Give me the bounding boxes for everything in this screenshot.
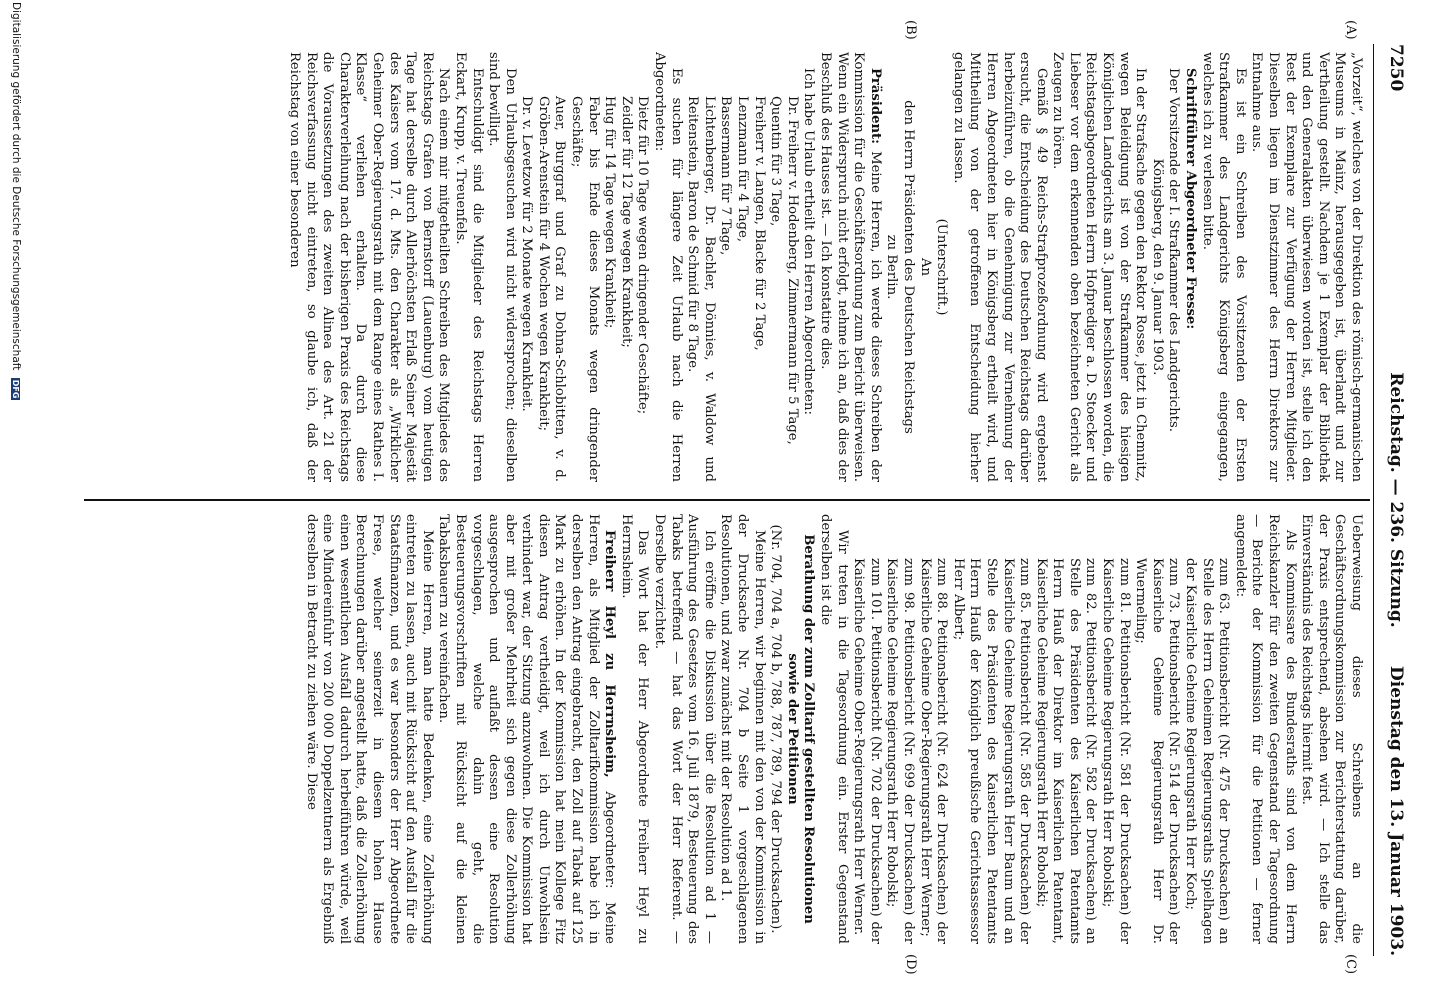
letter-paragraph: In der Strafsache gegen den Rektor Rosse, jetzt in Chemnitz, wegen Beleidigung ist von der Strafkammer des hiesigen Königlichen Landgerichts am 3. Januar beschlossen worden, die Reichstagsabgeordneten Herrn Hofprediger a. D. Stoecker und Liebeser vor dem erkennenden oben bezeichneten Gericht als Zeugen zu hören. [1050, 52, 1149, 482]
speech-paragraph: Freiherr Heyl zu Herrnsheim, Abgeordneter: Meine Herren, als Mitglied der Zolltarifkommission habe ich in derselben den Antrag eingebracht, den Zoll auf Tabak auf 125 Mark zu erhöhen. In der Kommission hat mein Kollege Fitz diesen Antrag vertheidigt, weil ich durch Unwohlsein verhindert war, der Sitzung anzuwohnen. Die Kommission hat aber mit großer Mehrheit sich gegen diese Zollerhöhung ausgesprochen und auflaßt dessen eine Resolution vorgeschlagen, welche dahin geht, die Besteuerungsvorschriften mit Rücksicht auf die kleinen Tabaksbauern zu vereinfachen. [436, 514, 618, 944]
petition-item: zum 63. Petitionsbericht (Nr. 475 der Drucksachen) an Stelle des Herrn Geheimen Regierungsraths Spielhagen der Kaiserliche Geheime Regierungsrath Herr Koch; [1183, 558, 1232, 944]
leave-request-item: Dr. v. Levetzow für 2 Monate wegen Krankheit. [519, 96, 535, 412]
petition-item: zum 81. Petitionsbericht (Nr. 581 der Drucksachen) der Kaiserliche Geheime Regierungsrath Herr Robolski; [1100, 558, 1132, 944]
speech-paragraph: Präsident: Meine Herren, ich werde dieses Schreiben der Kommission für die Geschäftsordnung zum Bericht überweisen. Wenn ein Widerspruch nicht erfolgt, nehme ich an, daß dies der Beschluß des Hauses ist. — Ich konstatire dies. [818, 52, 883, 482]
paragraph: Nach einem mir mitgetheilten Schreiben des Mitgliedes des Reichstags Grafen von Bernstorff (Lauenburg) vom heutigen Tage hat derselbe durch Allerhöchsten Erlaß Seiner Majestät des Kaisers vom 17. d. Mts. den Charakter als „Wirklicher Geheimer Ober-Regierungsrath mit dem Range eines Rathes I. Klasse“ verliehen erhalten. Da durch diese Charakterverleihung nach der bisherigen Praxis des Reichstags die Voraussetzungen des zweiten Alinea des Art. 21 der Reichsverfassung nicht eintreten, so glaube ich, daß der Reichstag von einer besonderen [287, 52, 452, 482]
paragraph: Ueberweisung dieses Schreibens an die Geschäftsordnungskommission zur Berichterstattung darüber, der Praxis entsprechend, absehen wird. — Ich stelle das Einverständnis des Reichstags hiermit fest. [1299, 514, 1364, 944]
margin-marker-d: (D) [903, 954, 918, 975]
leave-item: Bassermann für 7 Tage, [718, 96, 734, 256]
leave-item: Freiherr v. Langen, Blacke für 2 Tage, [751, 96, 767, 351]
margin-marker-a: (A) [1343, 20, 1358, 40]
petition-item: zum 73. Petitionsbericht (Nr. 514 der Drucksachen) der Kaiserliche Geheime Regierungsrath Herr Dr. Wuermeling; [1133, 558, 1182, 944]
paragraph: Als Kommissare des Bundesraths sind von dem Herrn Reichskanzler für den zweiten Gegenstand der Tagesordnung — Berichte der Kommission für die Petitionen — ferner angemeldet: [1232, 514, 1298, 944]
paragraph: Wir treten in die Tagesordnung ein. Erster Gegenstand derselben ist die [818, 514, 850, 944]
speaker-line: Schriftführer Abgeordneter Fresse: [1183, 68, 1199, 330]
paragraph: Es ist ein Schreiben des Vorsitzenden der Ersten Strafkammer des Landgerichts Königsberg eingegangen, welches ich zu verlesen bitte. [1199, 52, 1248, 482]
leave-item: Lenzmann für 4 Tage, [735, 96, 751, 243]
column-rule [84, 499, 1370, 501]
letter-address: den Herrn Präsidenten des Deutschen Reichstags [900, 100, 916, 434]
agenda-heading: Berathung der zum Zolltarif gestellten Resolutionen sowie der Petitionen [784, 534, 817, 924]
running-head [1376, 44, 1406, 956]
paragraph: Entschuldigt sind die Mitglieder des Reichstags Herren Eckart, Krupp, v. Treuenfels. [452, 52, 485, 482]
leave-request-item: Auer, Burggraf und Graf zu Dohna-Schlobitten, v. d. Gröben-Arenstein für 4 Wochen wegen Krankheit; [535, 96, 568, 482]
leave-item: Lichtenberger, Dr. Bachler, Dönnies, v. Waldow und Reitenstein, Baron de Schmid für 8 Tage. [685, 96, 717, 482]
left-column [74, 52, 1364, 482]
digitization-footer [10, 0, 22, 1002]
session-title: Reichstag. — 236. Sitzung. [1386, 372, 1406, 628]
leave-request-item: Zeidler für 12 Tage wegen Krankheit; [618, 96, 634, 348]
petition-item: zum 98. Petitionsbericht (Nr. 699 der Drucksachen) der Kaiserliche Geheime Regierungsrath Herr Robolski; [884, 558, 916, 944]
paragraph: Ich habe Urlaub ertheilt den Herren Abgeordneten: [801, 68, 817, 415]
header-rule [1373, 44, 1374, 956]
paragraph: Das Wort hat der Herr Abgeordnete Freiherr Heyl zu Herrnsheim. [618, 514, 651, 944]
leave-item: Quentin für 3 Tage, [768, 96, 784, 227]
letter-address: An [917, 257, 933, 277]
petition-item: zum 85. Petitionsbericht (Nr. 585 der Drucksachen) der Kaiserliche Geheime Regierungsrath Herr Baum und an Stelle des Präsidenten des Kaiserlichen Patentamts Herrn Hauß der Königlich preußische Gerichtsassessor Herr Albert; [950, 558, 1033, 944]
session-date: Dienstag den 13. Januar 1903. [1386, 666, 1406, 956]
petition-item: zum 88. Petitionsbericht (Nr. 624 der Drucksachen) der Kaiserliche Geheime Ober-Regierungsrath Herr Werner; [917, 558, 950, 944]
letter-address: zu Berlin. [884, 234, 900, 300]
paragraph: Ich eröffne die Diskussion über die Resolution ad 1 — Ausführung des Gesetzes vom 16. Juli 1879, Besteuerung des Tabaks betreffend — hat das Wort der Herr Referent. — Derselbe verzichtet. [652, 514, 717, 944]
letter-date: Königsberg, den 9. Januar 1903. [1149, 158, 1165, 376]
petition-item: zum 82. Petitionsbericht (Nr. 582 der Drucksachen) an Stelle des Präsidenten des Kaiserlichen Patentamts Herrn Hauß der Direktor im Kaiserlichen Patentamt, Kaiserliche Geheime Regierungsrath Herr Robolski; [1033, 558, 1099, 944]
margin-marker-b: (B) [903, 20, 918, 40]
speaker-label: Freiherr Heyl zu Herrnsheim, [602, 530, 618, 778]
letter-signature: (Unterschrift.) [934, 218, 950, 316]
leave-request-item: Hug für 14 Tage wegen Krankheit; [602, 96, 618, 329]
speaker-label: Präsident: [867, 68, 883, 145]
leave-request-item: Dietz für 10 Tage wegen dringender Geschäfte; [635, 96, 651, 415]
paragraph: Meine Herren, wir beginnen mit den von der Kommission in der Drucksache Nr. 704 b Seite 1 vorgeschlagenen Resolutionen, und zwar zunächst mit der Resolution ad 1. [718, 514, 767, 944]
leave-item: Dr. Freiherr v. Hodenberg, Zimmermann für 5 Tage, [784, 96, 800, 445]
dfg-logo: DFG [11, 379, 20, 399]
letter-sender: Der Vorsitzende der I. Strafkammer des Landgerichts. [1166, 68, 1182, 432]
margin-marker-c: (C) [1343, 954, 1358, 975]
page-number: 7250 [1386, 44, 1406, 92]
right-column [74, 514, 1364, 944]
leave-request-item: Faber bis Ende dieses Monats wegen dringender Geschäfte; [569, 96, 601, 482]
petition-item: zum 101. Petitionsbericht (Nr. 702 der Drucksachen) der Kaiserliche Geheime Ober-Regierungsrath Herr Werner. [851, 558, 883, 944]
paragraph: Meine Herren, man hatte Bedenken, eine Zollerhöhung eintreten zu lassen, auch mit Rücksicht auf den Ausfall für die Staatsfinanzen, und es war besonders der Herr Abgeordnete Frese, welcher seinerzeit in diesem hohen Hause Berechnungen darüber angestellt hatte, daß die Zollerhöhung einen wesentlichen Ausfall dadurch herbeiführen würde, weil eine Mindereinfuhr von 200 000 Doppelzentnern als Ergebniß derselben in Betracht zu ziehen wäre. Diese [303, 514, 435, 944]
paragraph: „Vorzeit“, welches von der Direktion des römisch-germanischen Museums in Mainz, herausgegeben ist, überlandt und zur Vertheilung gestellt. Nachdem je 1 Exemplar der Bibliothek und den Generalakten überwiesen worden ist, stelle ich den Rest der Exemplare zur Verfügung der Herren Mitglieder. Dieselben liegen im Dienstzimmer des Herrn Direktors zur Entnahme aus. [1249, 52, 1364, 482]
paragraph: Den Urlaubsgesuchen wird nicht widersprochen; dieselben sind bewilligt. [486, 52, 518, 482]
agenda-subheading: (Nr. 704, 704 a, 704 b, 788, 787, 789, 794 der Drucksachen). [768, 524, 784, 934]
letter-paragraph: Gemäß § 49 Reichs-Strafprozeßordnung wird ergebenst ersucht, die Entscheidung des Deutschen Reichstags darüber herbeizuführen, ob die Genehmigung zur Vernehmung der Herren Abgeordneten hier in Königsberg ertheilt wird, und Mittheilung von der getroffenen Entscheidung hierher gelangen zu lassen. [950, 52, 1049, 482]
footer-text: Digitalisierung gefördert durch die Deutsche Forschungsgemeinschaft [10, 2, 22, 371]
paragraph: Es suchen für längere Zeit Urlaub nach die Herren Abgeordneten: [652, 52, 684, 482]
